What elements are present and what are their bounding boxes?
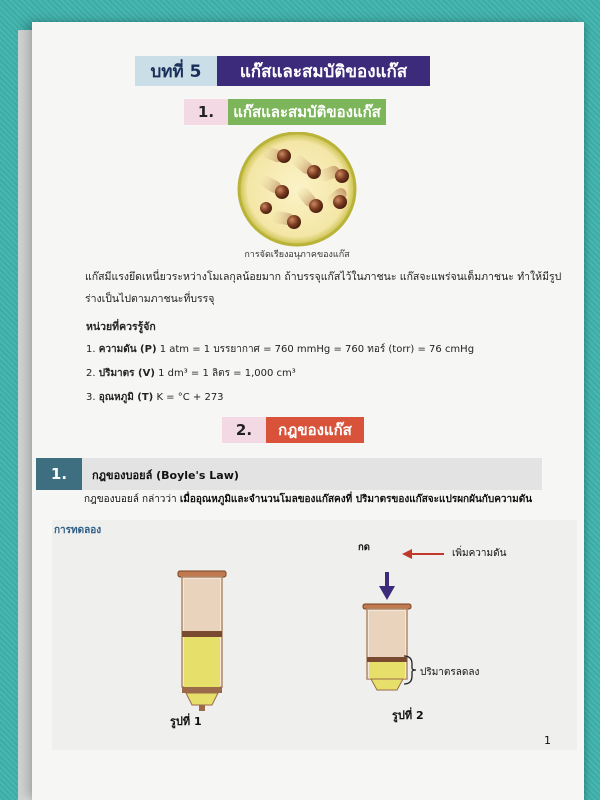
- section1-title: แก๊สและสมบัติของแก๊ส: [228, 99, 386, 125]
- arrow-left-icon: [400, 548, 446, 560]
- volume-decrease-label: ปริมาตรลดลง: [420, 667, 480, 678]
- unit-temperature-row: [86, 390, 224, 405]
- unit-value: 1 atm = 1 บรรยากาศ = 760 mmHg = 760 ทอร์ (torr) = 76 cmHg: [159, 344, 475, 355]
- boyle-definition: [84, 492, 574, 507]
- press-label: กด: [358, 542, 370, 553]
- unit-volume-row: [86, 366, 296, 381]
- experiment-label: การทดลอง: [54, 525, 102, 536]
- units-heading: หน่วยที่ควรรู้จัก: [86, 321, 156, 333]
- unit-index: 1.: [86, 344, 96, 355]
- figure1-label: รูปที่ 1: [170, 715, 202, 728]
- unit-index: 3.: [86, 392, 96, 403]
- unit-label: ความดัน (P): [98, 344, 157, 355]
- add-pressure-label: เพิ่มความดัน: [452, 548, 507, 559]
- unit-value: 1 dm³ = 1 ลิตร = 1,000 cm³: [158, 368, 296, 379]
- section2-number: 2.: [222, 417, 266, 443]
- section1-number: 1.: [184, 99, 228, 125]
- boyle-definition-statement: เมื่ออุณหภูมิและจำนวนโมลของแก๊สคงที่ ปริมาตรของแก๊สจะแปรผกผันกับความดัน: [179, 494, 533, 505]
- boyle-number: 1.: [36, 458, 82, 490]
- unit-label: อุณหภูมิ (T): [98, 392, 154, 403]
- unit-pressure-row: [86, 342, 474, 357]
- page-number: 1: [544, 734, 551, 747]
- syringe-1-illustration: [172, 567, 232, 712]
- boyle-definition-prefix: กฎของบอยล์ กล่าวว่า: [84, 494, 177, 505]
- brace-icon: [402, 654, 418, 686]
- intro-paragraph: แก๊สมีแรงยึดเหนี่ยวระหว่างโมเลกุลน้อยมาก ถ้าบรรจุแก๊สไว้ในภาชนะ แก๊สจะแพร่จนเต็มภาชนะ ทำให้มีรูปร่างเป็นไปตามภาชนะที่บรรจุ: [85, 271, 562, 305]
- unit-label: ปริมาตร (V): [98, 368, 155, 379]
- figure2-label: รูปที่ 2: [392, 709, 424, 722]
- figure-caption: การจัดเรียงอนุภาคของแก๊ส: [244, 250, 350, 260]
- boyle-title: กฎของบอยล์ (Boyle's Law): [92, 469, 239, 482]
- section2-title: กฎของแก๊ส: [266, 417, 364, 443]
- unit-value: K = °C + 273: [156, 392, 224, 403]
- book-page: [32, 22, 584, 800]
- gas-particles-illustration: [222, 132, 372, 247]
- unit-index: 2.: [86, 368, 96, 379]
- chapter-title: แก๊สและสมบัติของแก๊ส: [217, 56, 430, 86]
- chapter-number: บทที่ 5: [135, 56, 217, 86]
